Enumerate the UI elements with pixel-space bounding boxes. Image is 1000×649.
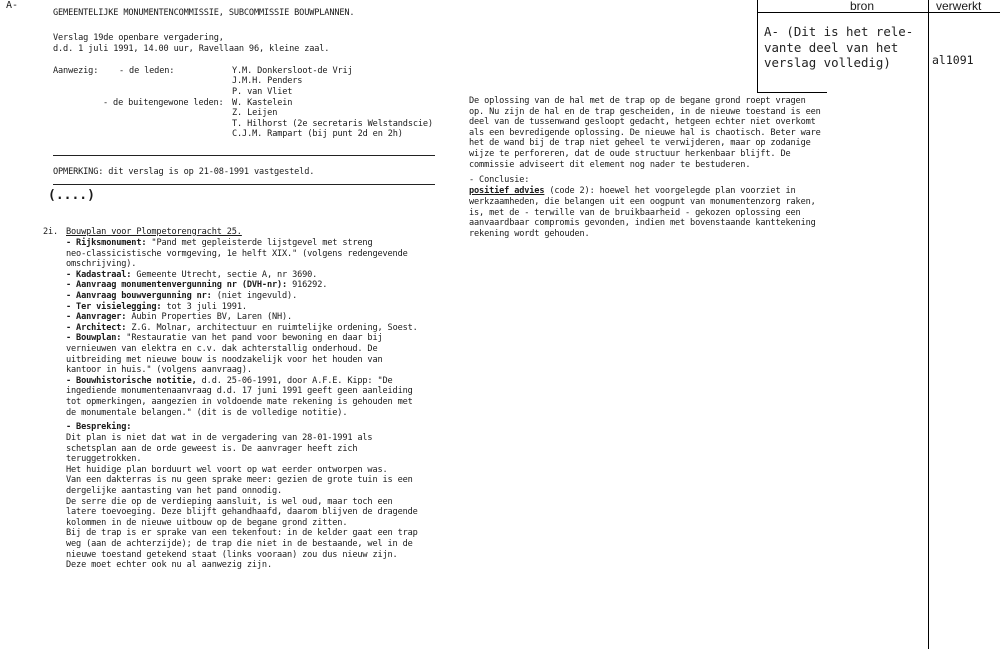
item-field-label: - Rijksmonument: bbox=[66, 238, 147, 248]
bespreking-line: nieuwe toestand getekend staat (links vooraan) zou dus nieuw zijn. bbox=[66, 549, 398, 560]
bespreking-line: teruggetrokken. bbox=[66, 454, 142, 465]
item-field-text: neo-classicistische vormgeving, 1e helft XIX." (volgens redengevende bbox=[66, 248, 408, 259]
bron-underline bbox=[757, 92, 827, 93]
bron-note-line: A- (Dit is het rele- bbox=[764, 24, 914, 39]
intro-line: Verslag 19de openbare vergadering, bbox=[53, 33, 224, 43]
bespreking-line: Van een dakterras is nu geen sprake meer: gezien de grote tuin is een bbox=[66, 475, 413, 486]
intro-line: d.d. 1 juli 1991, 14.00 uur, Ravellaan 96, kleine zaal. bbox=[53, 44, 330, 54]
item-title: Bouwplan voor Plompetorengracht 25. bbox=[66, 227, 242, 237]
item-field-text: kantoor in huis." (volgens aanvraag). bbox=[66, 365, 252, 376]
bespreking-line: dergelijke aantasting van het pand onnodig. bbox=[66, 485, 283, 496]
advies-rest bbox=[469, 197, 816, 239]
member-name: Y.M. Donkersloot-de Vrij bbox=[232, 66, 353, 76]
member-name: W. Kastelein bbox=[232, 98, 293, 108]
item-field-line bbox=[66, 259, 418, 270]
verwerkt-code: al1091 bbox=[932, 53, 974, 67]
item-field-line bbox=[66, 238, 418, 249]
omission-marker: (....) bbox=[48, 188, 95, 203]
right-column-line: als een bevredigende oplossing. De nieuwe hal is chaotisch. Beter ware bbox=[469, 127, 821, 138]
item-field-label: - Bouwhistorische notitie, bbox=[66, 375, 197, 386]
item-field-text: uitbreiding met nieuwe bouw is noodzakelijk voor het houden van bbox=[66, 354, 383, 365]
item-field-label: - Bouwplan: bbox=[66, 333, 122, 344]
item-field-label: - Architect: bbox=[66, 322, 127, 333]
remark bbox=[53, 167, 314, 178]
item-fields bbox=[66, 238, 418, 418]
bespreking-line: De serre die op de verdieping aansluit, is wel oud, maar toch een bbox=[66, 496, 393, 507]
right-column-text bbox=[469, 96, 821, 170]
rule-bottom bbox=[53, 184, 435, 185]
item-field-line bbox=[66, 280, 418, 291]
item-field-line bbox=[66, 323, 418, 334]
item-field-text: de monumentale belangen." (dit is de volledige notitie). bbox=[66, 407, 348, 418]
bespreking-line: latere toevoeging. Deze blijft gehandhaafd, daarom blijven de dragende bbox=[66, 507, 418, 518]
bron-note bbox=[764, 24, 913, 71]
item-field-line bbox=[66, 302, 418, 313]
item-field-text: (niet ingevuld). bbox=[211, 290, 298, 301]
column-header-verwerkt: verwerkt bbox=[936, 0, 982, 13]
item-field-text: vernieuwen van elektra en c.v. dak achterstallig onderhoud. De bbox=[66, 343, 378, 354]
member-name: Z. Leijen bbox=[232, 108, 278, 118]
member-name: J.M.H. Penders bbox=[232, 76, 303, 86]
leden-label: - de leden: bbox=[119, 66, 175, 76]
advies-line bbox=[469, 186, 796, 197]
header-divider-left bbox=[757, 0, 758, 92]
advies-label: positief advies bbox=[469, 186, 545, 196]
item-field-text: tot 3 juli 1991. bbox=[161, 301, 247, 312]
right-column-line: deel van de tussenwand gesloopt gedacht, hetgeen echter niet overkomt bbox=[469, 117, 816, 128]
advies-line: werkzaamheden, die belangen uit een oogpunt van monumentenzorg raken, bbox=[469, 197, 816, 207]
document-title: GEMEENTELIJKE MONUMENTENCOMMISSIE, SUBCOMMISSIE BOUWPLANNEN. bbox=[53, 8, 355, 18]
column-header-bron: bron bbox=[850, 0, 875, 13]
advies-line: rekening wordt gehouden. bbox=[469, 228, 590, 239]
item-field-line bbox=[66, 344, 418, 355]
item-field-text: Aubin Properties BV, Laren (NH). bbox=[126, 312, 293, 323]
item-field-label: - Aanvraag monumentenvergunning nr (DVH-nr): bbox=[66, 280, 288, 291]
item-field-line bbox=[66, 408, 418, 419]
advies-first: (code 2): hoewel het voorgelegde plan voorziet in bbox=[544, 186, 796, 196]
right-column-line: op. Nu zijn de hal en de trap gescheiden, in de nieuwe toestand is een bbox=[469, 106, 821, 117]
remark-label: OPMERKING: bbox=[53, 167, 104, 177]
item-number: 2i. bbox=[43, 227, 59, 237]
item-field-text: 916292. bbox=[287, 280, 328, 291]
item-field-label: - Aanvrager: bbox=[66, 312, 127, 323]
bespreking-line: Dit plan is niet dat wat in de vergadering van 28-01-1991 als bbox=[66, 433, 373, 443]
right-column-line: wijze te perforeren, dat de oude structuur herkenbaar blijft. De bbox=[469, 148, 791, 159]
bespreking-line: Bij de trap is er sprake van een tekenfout: in de kelder gaat een trap bbox=[66, 528, 418, 539]
item-field-line bbox=[66, 270, 418, 281]
member-name: C.J.M. Rampart (bij punt 2d en 2h) bbox=[232, 129, 403, 139]
corner-mark: A- bbox=[6, 0, 19, 11]
header-divider-right bbox=[928, 0, 929, 649]
advies-line: is, met de - terwille van de bruikbaarheid - gekozen oplossing een bbox=[469, 207, 801, 218]
bespreking-line: schetsplan aan de orde geweest is. De aanvrager heeft zich bbox=[66, 443, 358, 454]
item-field-label: - Aanvraag bouwvergunning nr: bbox=[66, 290, 212, 301]
item-field-text: d.d. 25-06-1991, door A.F.E. Kipp: "De bbox=[196, 375, 393, 386]
bespreking-line: Deze moet echter ook nu al aanwezig zijn. bbox=[66, 560, 272, 571]
buiten-label: - de buitengewone leden: bbox=[103, 98, 224, 108]
item-field-text: ingediende monumentenaanvraag d.d. 17 juni 1991 geeft geen aanleiding bbox=[66, 386, 413, 397]
rule-top bbox=[53, 155, 435, 156]
item-field-label: - Kadastraal: bbox=[66, 269, 132, 280]
remark-text: dit verslag is op 21-08-1991 vastgesteld. bbox=[103, 167, 315, 177]
right-column-line: commissie adviseert dit element nog nader te bestuderen. bbox=[469, 159, 751, 170]
bespreking-line: Het huidige plan borduurt wel voort op wat eerder ontworpen was. bbox=[66, 464, 388, 475]
item-field-line bbox=[66, 333, 418, 344]
member-name: P. van Vliet bbox=[232, 87, 293, 97]
item-field-line bbox=[66, 249, 418, 260]
member-name: T. Hilhorst (2e secretaris Welstandscie) bbox=[232, 119, 433, 129]
item-field-text: tot opmerkingen, aangezien in voldoende mate rekening is gehouden met bbox=[66, 396, 413, 407]
item-field-line bbox=[66, 312, 418, 323]
item-field-label: - Ter visielegging: bbox=[66, 301, 162, 312]
item-field-text: Gemeente Utrecht, sectie A, nr 3690. bbox=[131, 269, 318, 280]
item-field-text: "Pand met gepleisterde lijstgevel met streng bbox=[146, 238, 373, 248]
item-field-line bbox=[66, 376, 418, 387]
bespreking-label: - Bespreking: bbox=[66, 422, 132, 432]
bespreking-text bbox=[66, 433, 418, 571]
conclusie-label: - Conclusie: bbox=[469, 175, 530, 185]
right-column-line: het de wand bij de trap niet geheel te verwijderen, maar op zodanige bbox=[469, 138, 811, 149]
item-field-line bbox=[66, 291, 418, 302]
bron-note-line: verslag volledig) bbox=[764, 55, 891, 70]
attendance-label: Aanwezig: bbox=[53, 66, 99, 76]
item-field-line bbox=[66, 397, 418, 408]
item-field-line bbox=[66, 386, 418, 397]
item-field-line bbox=[66, 365, 418, 376]
right-column-line: De oplossing van de hal met de trap op de begane grond roept vragen bbox=[469, 96, 806, 106]
item-field-text: "Restauratie van het pand voor bewoning en daar bij bbox=[121, 333, 383, 344]
item-field-text: omschrijving). bbox=[66, 259, 137, 270]
item-field-line bbox=[66, 355, 418, 366]
bron-note-line: vante deel van het bbox=[764, 39, 899, 55]
bespreking-line: weg (aan de achterzijde); de trap die niet in de bestaande, wel in de bbox=[66, 538, 413, 549]
item-field-text: Z.G. Molnar, architectuur en ruimtelijke ordening, Soest. bbox=[126, 322, 418, 333]
advies-line: aanvaardbaar compromis gevonden, indien met bovenstaande kanttekening bbox=[469, 218, 816, 229]
bespreking-line: kolommen in de nieuwe uitbouw op de begane grond zitten. bbox=[66, 517, 348, 528]
